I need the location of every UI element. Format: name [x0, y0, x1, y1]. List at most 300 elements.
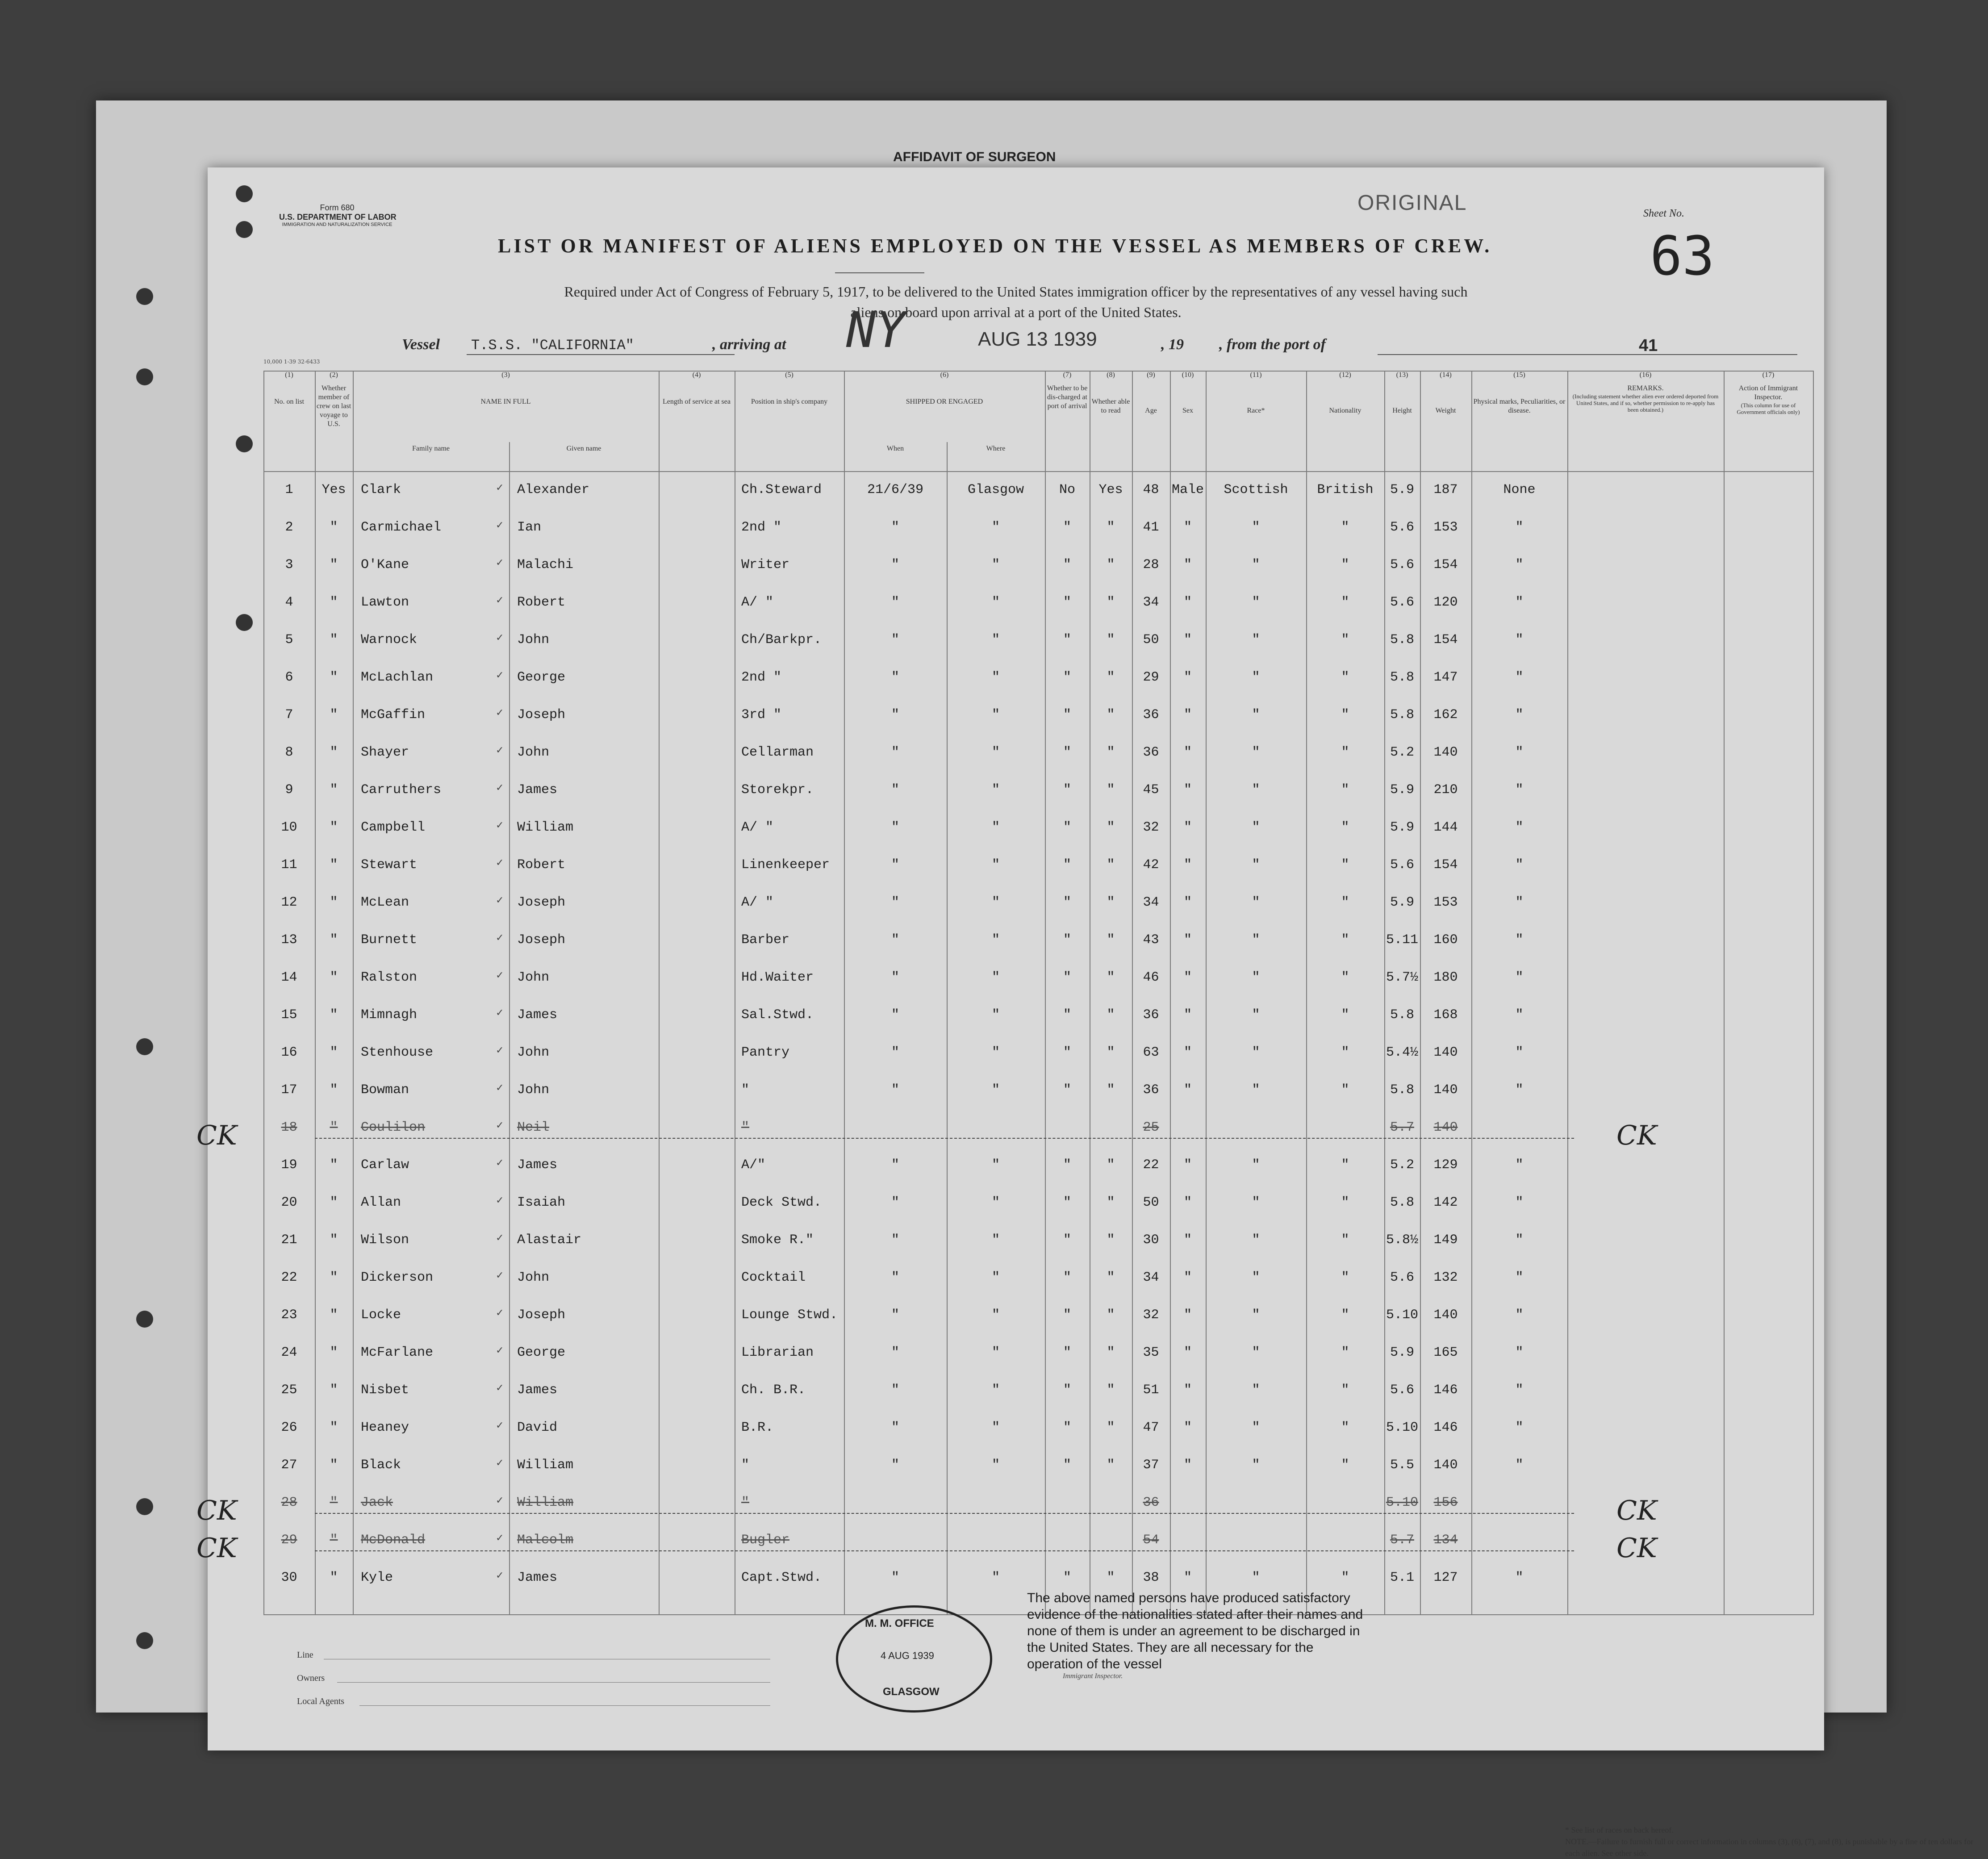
cell-read: ": [1107, 1345, 1115, 1360]
table-row: [263, 782, 1813, 818]
cell-weight: 132: [1433, 1270, 1458, 1285]
cell-weight: 140: [1433, 1458, 1458, 1473]
cell-weight: 146: [1433, 1383, 1458, 1398]
cell-family: Jack: [361, 1495, 393, 1510]
name-check-mark-icon: ✓: [496, 1458, 504, 1469]
cell-position: Librarian: [741, 1345, 814, 1360]
cell-disch: ": [1063, 1458, 1071, 1473]
cell-age: 36: [1143, 1007, 1159, 1023]
cell-race: ": [1252, 745, 1260, 760]
cell-family: Warnock: [361, 632, 418, 648]
cell-when: ": [891, 670, 899, 685]
cell-sex: ": [1183, 1045, 1192, 1060]
cell-race: ": [1252, 520, 1260, 535]
table-row: [263, 895, 1813, 931]
cell-position: A/ ": [741, 820, 774, 835]
cell-when: ": [891, 1270, 899, 1285]
cell-marks: ": [1515, 1232, 1524, 1248]
cell-where: ": [991, 1383, 1000, 1398]
cell-read: ": [1107, 782, 1115, 798]
punch-hole: [236, 614, 253, 631]
declaration-text: The above named persons have produced satisfactory evidence of the nationalities stated after their names and none of them is under an agreement to be discharged in the United States. They are all necessary for the operation of the vessel: [1027, 1591, 1363, 1671]
cell-where: ": [991, 707, 1000, 723]
cell-race: ": [1252, 1007, 1260, 1023]
cell-disch: ": [1063, 857, 1071, 873]
cell-marks: ": [1515, 557, 1524, 572]
cell-weight: 140: [1433, 1082, 1458, 1098]
col-head-length-service: [659, 371, 735, 406]
cell-prev: ": [330, 1420, 338, 1435]
cell-position: ": [741, 1458, 750, 1473]
name-check-mark-icon: ✓: [496, 670, 504, 681]
cell-nat: ": [1341, 595, 1349, 610]
table-row: [263, 670, 1813, 706]
cell-sex: ": [1183, 557, 1192, 572]
cell-height: 5.6: [1390, 520, 1414, 535]
cell-read: ": [1107, 520, 1115, 535]
cell-when: ": [891, 1195, 899, 1210]
cell-disch: ": [1063, 970, 1071, 985]
cell-read: ": [1107, 1383, 1115, 1398]
cell-family: Locke: [361, 1308, 401, 1323]
col-num: (14): [1440, 371, 1452, 379]
cell-where: ": [991, 1007, 1000, 1023]
cell-position: Lounge Stwd.: [741, 1308, 838, 1323]
cell-age: 37: [1143, 1458, 1159, 1473]
cell-no: 16: [281, 1045, 297, 1060]
cell-marks: ": [1515, 520, 1524, 535]
cell-where: Glasgow: [967, 482, 1024, 497]
fine-note: NOTE.—Failure to furnish full or correct information in columns (3), (6), (7), and (8), is punishable by a fine of ten dollars for each alien. See other side.: [1565, 1837, 1974, 1858]
cell-when: ": [891, 632, 899, 648]
cell-position: Pantry: [741, 1045, 790, 1060]
cell-marks: ": [1515, 1345, 1524, 1360]
cell-given: Alexander: [517, 482, 590, 497]
cell-when: ": [891, 970, 899, 985]
cell-sex: ": [1183, 932, 1192, 948]
cell-where: ": [991, 520, 1000, 535]
cell-position: 2nd ": [741, 520, 782, 535]
cell-no: 23: [281, 1308, 297, 1323]
cell-marks: ": [1515, 970, 1524, 985]
name-check-mark-icon: ✓: [496, 1045, 504, 1056]
cell-race: ": [1252, 1157, 1260, 1173]
cell-weight: 140: [1433, 1120, 1458, 1135]
cell-weight: 140: [1433, 1045, 1458, 1060]
cell-no: 28: [281, 1495, 297, 1510]
cell-height: 5.8: [1390, 1007, 1414, 1023]
cell-weight: 153: [1433, 895, 1458, 910]
name-check-mark-icon: ✓: [496, 482, 504, 493]
cell-when: ": [891, 1232, 899, 1248]
cell-weight: 129: [1433, 1157, 1458, 1173]
cell-given: James: [517, 782, 558, 798]
cell-nat: ": [1341, 895, 1349, 910]
cell-marks: None: [1503, 482, 1536, 497]
cell-height: 5.6: [1390, 1270, 1414, 1285]
col-num: (11): [1250, 371, 1262, 379]
cell-disch: ": [1063, 1045, 1071, 1060]
cell-no: 6: [285, 670, 293, 685]
cell-no: 30: [281, 1570, 297, 1585]
col-label: No. on list: [274, 398, 305, 405]
inspector-initials: CK: [1616, 1120, 1657, 1151]
cell-prev: ": [330, 632, 338, 648]
table-row: [263, 970, 1813, 1006]
cell-no: 26: [281, 1420, 297, 1435]
cell-sex: ": [1183, 707, 1192, 723]
cell-no: 27: [281, 1458, 297, 1473]
cell-given: John: [517, 632, 550, 648]
cell-weight: 154: [1433, 632, 1458, 648]
cell-read: ": [1107, 1232, 1115, 1248]
cell-prev: ": [330, 520, 338, 535]
cell-height: 5.4½: [1386, 1045, 1418, 1060]
cell-disch: ": [1063, 1383, 1071, 1398]
cell-no: 8: [285, 745, 293, 760]
col-num: (1): [285, 371, 293, 379]
cell-given: Joseph: [517, 1308, 566, 1323]
cell-race: ": [1252, 1570, 1260, 1585]
cell-height: 5.5: [1390, 1458, 1414, 1473]
cell-sex: ": [1183, 632, 1192, 648]
name-check-mark-icon: ✓: [496, 1232, 504, 1244]
cell-nat: ": [1341, 1308, 1349, 1323]
cell-sex: ": [1183, 520, 1192, 535]
cell-when: ": [891, 1570, 899, 1585]
cell-sex: ": [1183, 595, 1192, 610]
cell-weight: 187: [1433, 482, 1458, 497]
cell-family: Nisbet: [361, 1383, 409, 1398]
stamp-office: M. M. OFFICE: [865, 1617, 934, 1629]
cell-disch: ": [1063, 1420, 1071, 1435]
cell-height: 5.7½: [1386, 970, 1418, 985]
punch-hole: [136, 1311, 153, 1328]
cell-family: McLachlan: [361, 670, 434, 685]
cell-weight: 142: [1433, 1195, 1458, 1210]
col-num: (3): [501, 371, 510, 379]
cell-marks: ": [1515, 745, 1524, 760]
cell-family: Stenhouse: [361, 1045, 434, 1060]
cell-given: Neil: [517, 1120, 550, 1135]
punch-hole: [136, 1498, 153, 1515]
cell-height: 5.9: [1390, 782, 1414, 798]
col-head-physical-marks: [1471, 371, 1567, 415]
cell-marks: ": [1515, 1157, 1524, 1173]
table-row: [263, 1232, 1813, 1268]
cell-height: 5.6: [1390, 857, 1414, 873]
cell-sex: ": [1183, 1308, 1192, 1323]
cell-where: ": [991, 857, 1000, 873]
cell-given: Joseph: [517, 707, 566, 723]
cell-where: ": [991, 1570, 1000, 1585]
cell-prev: ": [330, 1533, 338, 1548]
cell-sex: ": [1183, 1345, 1192, 1360]
cell-when: ": [891, 1458, 899, 1473]
cell-sex: ": [1183, 1195, 1192, 1210]
cell-weight: 146: [1433, 1420, 1458, 1435]
name-check-mark-icon: ✓: [496, 595, 504, 606]
cell-when: ": [891, 1007, 899, 1023]
cell-no: 7: [285, 707, 293, 723]
cell-height: 5.10: [1386, 1308, 1418, 1323]
col-num: (13): [1396, 371, 1408, 379]
name-check-mark-icon: ✓: [496, 1157, 504, 1169]
cell-height: 5.9: [1390, 482, 1414, 497]
col-head-remarks: [1567, 371, 1724, 413]
back-sheet-title: AFFIDAVIT OF SURGEON: [893, 150, 1056, 164]
cell-disch: No: [1059, 482, 1075, 497]
cell-height: 5.11: [1386, 932, 1418, 948]
cell-given: John: [517, 970, 550, 985]
cell-prev: ": [330, 707, 338, 723]
cell-nat: ": [1341, 820, 1349, 835]
cell-prev: ": [330, 895, 338, 910]
cell-nat: ": [1341, 1082, 1349, 1098]
table-row: [263, 482, 1813, 518]
cell-prev: ": [330, 595, 338, 610]
name-check-mark-icon: ✓: [496, 1383, 504, 1394]
cell-nat: ": [1341, 1232, 1349, 1248]
cell-disch: ": [1063, 1195, 1071, 1210]
cell-marks: ": [1515, 820, 1524, 835]
cell-race: Scottish: [1224, 482, 1288, 497]
cell-marks: ": [1515, 1045, 1524, 1060]
cell-when: ": [891, 1045, 899, 1060]
punch-hole: [236, 185, 253, 202]
table-row: [263, 557, 1813, 593]
cell-read: ": [1107, 1420, 1115, 1435]
vessel-rule: [467, 354, 735, 355]
cell-prev: ": [330, 1007, 338, 1023]
print-code: 10,000 1-39 32-6433: [263, 359, 320, 365]
cell-disch: ": [1063, 820, 1071, 835]
cell-no: 21: [281, 1232, 297, 1248]
line-label: Line: [297, 1650, 313, 1660]
cell-family: Mimnagh: [361, 1007, 418, 1023]
cell-prev: ": [330, 1495, 338, 1510]
cell-age: 41: [1143, 520, 1159, 535]
cell-height: 5.1: [1390, 1570, 1414, 1585]
cell-marks: ": [1515, 782, 1524, 798]
cell-position: Capt.Stwd.: [741, 1570, 822, 1585]
cell-no: 25: [281, 1383, 297, 1398]
cell-position: Deck Stwd.: [741, 1195, 822, 1210]
nationality-declaration: [1027, 1590, 1366, 1680]
cell-position: 2nd ": [741, 670, 782, 685]
col-head-sex: [1170, 371, 1206, 415]
cell-prev: ": [330, 1195, 338, 1210]
cell-marks: ": [1515, 1308, 1524, 1323]
cell-given: Robert: [517, 595, 566, 610]
cell-read: ": [1107, 1570, 1115, 1585]
cell-family: Allan: [361, 1195, 401, 1210]
col-num: (10): [1182, 371, 1194, 379]
cell-age: 34: [1143, 1270, 1159, 1285]
cell-nat: ": [1341, 1345, 1349, 1360]
subtitle-line-1: Required under Act of Congress of February 5, 1917, to be delivered to the United States immigration officer by the representatives of any vessel having such: [564, 284, 1468, 300]
manifest-title: LIST OR MANIFEST OF ALIENS EMPLOYED ON THE VESSEL AS MEMBERS OF CREW.: [498, 235, 1492, 257]
col-label: Age: [1145, 407, 1157, 414]
col-head-name: [353, 371, 659, 406]
cell-where: ": [991, 782, 1000, 798]
cell-where: ": [991, 970, 1000, 985]
cell-position: ": [741, 1495, 750, 1510]
original-stamp: ORIGINAL: [1357, 191, 1467, 215]
cell-nat: ": [1341, 557, 1349, 572]
name-check-mark-icon: ✓: [496, 1195, 504, 1206]
cell-read: ": [1107, 1270, 1115, 1285]
cell-race: ": [1252, 1045, 1260, 1060]
cell-marks: ": [1515, 895, 1524, 910]
cell-height: 5.8: [1390, 670, 1414, 685]
cell-disch: ": [1063, 1157, 1071, 1173]
name-check-mark-icon: ✓: [496, 970, 504, 981]
cell-position: Ch. B.R.: [741, 1383, 806, 1398]
cell-sex: ": [1183, 820, 1192, 835]
cell-age: 45: [1143, 782, 1159, 798]
cell-prev: ": [330, 857, 338, 873]
cell-given: Malachi: [517, 557, 574, 572]
cell-height: 5.8: [1390, 1082, 1414, 1098]
cell-family: Bowman: [361, 1082, 409, 1098]
col-head-nationality: [1306, 371, 1384, 415]
arriving-label: , arriving at: [712, 336, 786, 353]
cell-given: John: [517, 1270, 550, 1285]
cell-sex: ": [1183, 1420, 1192, 1435]
cell-prev: Yes: [322, 482, 346, 497]
punch-hole: [136, 368, 153, 385]
name-check-mark-icon: ✓: [496, 1420, 504, 1431]
owners-label: Owners: [297, 1673, 325, 1683]
col-label: Physical marks, Peculiarities, or disease.: [1473, 398, 1566, 414]
cell-no: 2: [285, 520, 293, 535]
cell-prev: ": [330, 1157, 338, 1173]
cell-height: 5.7: [1390, 1533, 1414, 1548]
cell-read: ": [1107, 857, 1115, 873]
cell-nat: ": [1341, 970, 1349, 985]
cell-marks: ": [1515, 1270, 1524, 1285]
cell-given: George: [517, 670, 566, 685]
cell-when: ": [891, 1345, 899, 1360]
cell-no: 24: [281, 1345, 297, 1360]
cell-race: ": [1252, 1458, 1260, 1473]
cell-nat: ": [1341, 1420, 1349, 1435]
cell-race: ": [1252, 1232, 1260, 1248]
cell-race: ": [1252, 1270, 1260, 1285]
cell-prev: ": [330, 1232, 338, 1248]
list-number: 41: [1639, 336, 1658, 355]
table-row: [263, 1195, 1813, 1231]
cell-height: 5.9: [1390, 895, 1414, 910]
cell-age: 50: [1143, 1195, 1159, 1210]
cell-race: ": [1252, 1082, 1260, 1098]
cell-marks: ": [1515, 1420, 1524, 1435]
cell-age: 50: [1143, 632, 1159, 648]
cell-age: 38: [1143, 1570, 1159, 1585]
cell-family: McLean: [361, 895, 409, 910]
cell-family: Heaney: [361, 1420, 409, 1435]
cell-race: ": [1252, 595, 1260, 610]
col-label: Race*: [1247, 407, 1265, 414]
cell-sex: ": [1183, 1007, 1192, 1023]
cell-family: Wilson: [361, 1232, 409, 1248]
name-check-mark-icon: ✓: [496, 820, 504, 831]
cell-read: ": [1107, 670, 1115, 685]
cell-race: ": [1252, 782, 1260, 798]
cell-sex: ": [1183, 970, 1192, 985]
cell-age: 36: [1143, 1495, 1159, 1510]
col-num: (9): [1147, 371, 1155, 379]
cell-race: ": [1252, 707, 1260, 723]
cell-family: Lawton: [361, 595, 409, 610]
cell-position: ": [741, 1082, 750, 1098]
cell-family: Clark: [361, 482, 401, 497]
cell-height: 5.10: [1386, 1495, 1418, 1510]
cell-race: ": [1252, 632, 1260, 648]
cell-race: ": [1252, 1420, 1260, 1435]
col-label: Height: [1392, 407, 1412, 414]
col-head-no: [263, 371, 315, 406]
cell-age: 32: [1143, 1308, 1159, 1323]
cell-read: ": [1107, 820, 1115, 835]
cell-read: ": [1107, 970, 1115, 985]
cell-no: 13: [281, 932, 297, 948]
cell-weight: 168: [1433, 1007, 1458, 1023]
table-row: [263, 1345, 1813, 1381]
cell-sex: ": [1183, 857, 1192, 873]
cell-where: ": [991, 1270, 1000, 1285]
subtitle-line-2: aliens on board upon arrival at a port of the United States.: [850, 304, 1182, 320]
cell-weight: 160: [1433, 932, 1458, 948]
cell-nat: ": [1341, 670, 1349, 685]
inspector-label: Immigrant Inspector.: [1063, 1672, 1123, 1680]
cell-nat: ": [1341, 1007, 1349, 1023]
name-check-mark-icon: ✓: [496, 520, 504, 531]
cell-where: ": [991, 1345, 1000, 1360]
cell-age: 46: [1143, 970, 1159, 985]
cell-prev: ": [330, 1270, 338, 1285]
col-num: (6): [940, 371, 949, 379]
cell-position: ": [741, 1120, 750, 1135]
name-check-mark-icon: ✓: [496, 745, 504, 756]
cell-when: ": [891, 1082, 899, 1098]
cell-no: 22: [281, 1270, 297, 1285]
cell-no: 9: [285, 782, 293, 798]
cell-position: Bugler: [741, 1533, 790, 1548]
cell-height: 5.8: [1390, 707, 1414, 723]
cell-no: 18: [281, 1120, 297, 1135]
cell-prev: ": [330, 1458, 338, 1473]
cell-age: 63: [1143, 1045, 1159, 1060]
table-row: [263, 1082, 1813, 1118]
cell-given: John: [517, 745, 550, 760]
cell-weight: 165: [1433, 1345, 1458, 1360]
col-label: Whether able to read: [1091, 398, 1130, 414]
col-num: (4): [692, 371, 701, 379]
cell-read: ": [1107, 1045, 1115, 1060]
cell-disch: ": [1063, 1345, 1071, 1360]
cell-read: ": [1107, 1308, 1115, 1323]
table-row: [263, 1045, 1813, 1081]
cell-weight: 140: [1433, 745, 1458, 760]
cell-when: ": [891, 595, 899, 610]
cell-nat: ": [1341, 1195, 1349, 1210]
cell-sex: ": [1183, 1383, 1192, 1398]
cell-read: ": [1107, 932, 1115, 948]
cell-height: 5.8: [1390, 632, 1414, 648]
cell-weight: 162: [1433, 707, 1458, 723]
